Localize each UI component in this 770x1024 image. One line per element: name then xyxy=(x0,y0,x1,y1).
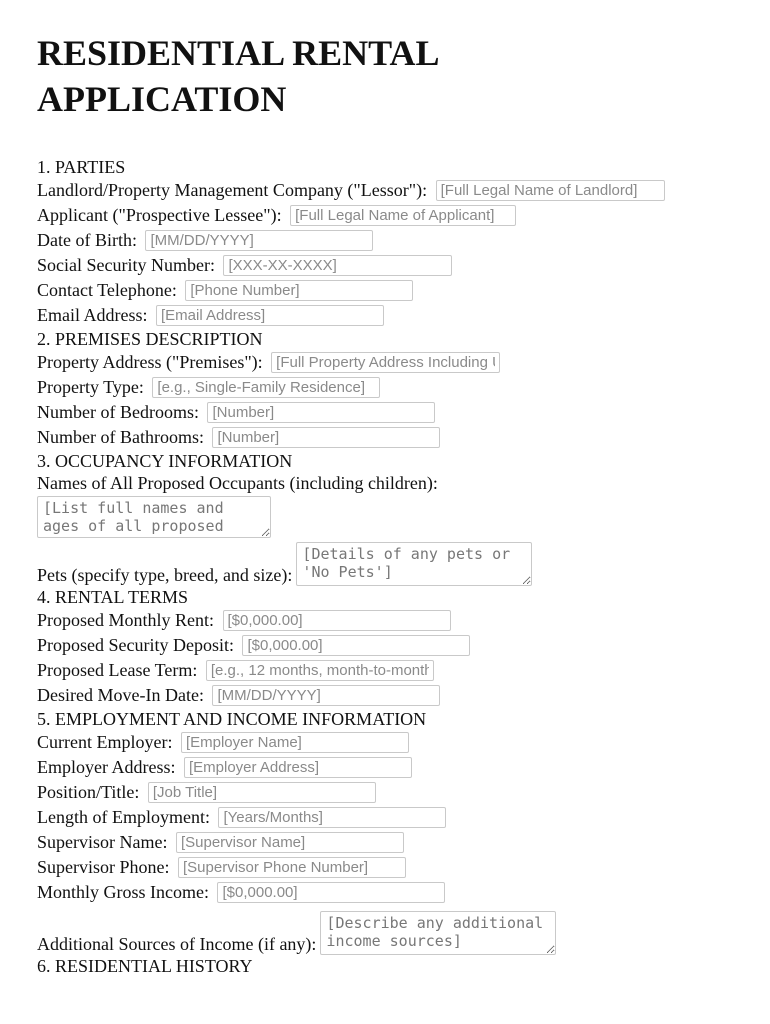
employer-row xyxy=(37,730,757,755)
move-in-label: Desired Move-In Date: xyxy=(37,685,204,705)
property-address-label: Property Address ("Premises"): xyxy=(37,352,263,372)
length-employment-row xyxy=(37,805,757,830)
employer-input[interactable] xyxy=(181,732,409,753)
lease-term-row xyxy=(37,658,757,683)
supervisor-name-row xyxy=(37,830,757,855)
additional-income-textarea[interactable] xyxy=(320,911,556,955)
security-deposit-row xyxy=(37,633,757,658)
section-heading-rental-terms: 4. RENTAL TERMS xyxy=(37,587,189,607)
pets-row xyxy=(37,542,757,586)
bedrooms-row xyxy=(37,400,757,425)
rental-application-form xyxy=(37,30,757,977)
applicant-label: Applicant ("Prospective Lessee"): xyxy=(37,205,282,225)
lessor-row xyxy=(37,178,757,203)
section-heading-occupancy: 3. OCCUPANCY INFORMATION xyxy=(37,451,293,471)
property-type-row xyxy=(37,375,757,400)
bedrooms-label: Number of Bedrooms: xyxy=(37,402,199,422)
page-title: RESIDENTIAL RENTAL APPLICATION xyxy=(37,33,438,119)
lessor-label: Landlord/Property Management Company ("Lessor"): xyxy=(37,180,428,200)
lessor-input[interactable] xyxy=(436,180,665,201)
supervisor-phone-label: Supervisor Phone: xyxy=(37,857,170,877)
dob-label: Date of Birth: xyxy=(37,230,137,250)
monthly-rent-row xyxy=(37,608,757,633)
gross-income-row xyxy=(37,880,757,905)
ssn-label: Social Security Number: xyxy=(37,255,215,275)
supervisor-name-label: Supervisor Name: xyxy=(37,832,168,852)
gross-income-input[interactable] xyxy=(217,882,445,903)
position-label: Position/Title: xyxy=(37,782,140,802)
phone-row xyxy=(37,278,757,303)
pets-textarea[interactable] xyxy=(296,542,532,586)
lease-term-label: Proposed Lease Term: xyxy=(37,660,198,680)
move-in-row xyxy=(37,683,757,708)
security-deposit-input[interactable] xyxy=(242,635,470,656)
monthly-rent-input[interactable] xyxy=(223,610,451,631)
section-heading-premises: 2. PREMISES DESCRIPTION xyxy=(37,329,263,349)
property-type-input[interactable] xyxy=(152,377,380,398)
supervisor-phone-input[interactable] xyxy=(178,857,406,878)
additional-income-label: Additional Sources of Income (if any): xyxy=(37,934,317,954)
bathrooms-label: Number of Bathrooms: xyxy=(37,427,204,447)
ssn-row xyxy=(37,253,757,278)
phone-input[interactable] xyxy=(185,280,413,301)
ssn-input[interactable] xyxy=(223,255,452,276)
occupants-label: Names of All Proposed Occupants (including children): xyxy=(37,473,438,493)
section-heading-residential-history: 6. RESIDENTIAL HISTORY xyxy=(37,956,253,976)
employer-address-label: Employer Address: xyxy=(37,757,176,777)
length-employment-label: Length of Employment: xyxy=(37,807,210,827)
bathrooms-input[interactable] xyxy=(212,427,440,448)
length-employment-input[interactable] xyxy=(218,807,446,828)
gross-income-label: Monthly Gross Income: xyxy=(37,882,209,902)
section-heading-parties: 1. PARTIES xyxy=(37,157,126,177)
occupants-row xyxy=(37,494,757,542)
additional-income-row xyxy=(37,905,757,955)
dob-input[interactable] xyxy=(145,230,373,251)
applicant-row xyxy=(37,203,757,228)
applicant-input[interactable] xyxy=(290,205,516,226)
email-input[interactable] xyxy=(156,305,384,326)
supervisor-name-input[interactable] xyxy=(176,832,404,853)
email-row xyxy=(37,303,757,328)
phone-label: Contact Telephone: xyxy=(37,280,177,300)
move-in-input[interactable] xyxy=(212,685,440,706)
employer-address-input[interactable] xyxy=(184,757,412,778)
lease-term-input[interactable] xyxy=(206,660,434,681)
section-heading-employment: 5. EMPLOYMENT AND INCOME INFORMATION xyxy=(37,709,427,729)
email-label: Email Address: xyxy=(37,305,148,325)
bathrooms-row xyxy=(37,425,757,450)
employer-address-row xyxy=(37,755,757,780)
position-row xyxy=(37,780,757,805)
monthly-rent-label: Proposed Monthly Rent: xyxy=(37,610,215,630)
supervisor-phone-row xyxy=(37,855,757,880)
dob-row xyxy=(37,228,757,253)
property-address-input[interactable] xyxy=(271,352,500,373)
bedrooms-input[interactable] xyxy=(207,402,435,423)
position-input[interactable] xyxy=(148,782,376,803)
property-address-row xyxy=(37,350,757,375)
security-deposit-label: Proposed Security Deposit: xyxy=(37,635,234,655)
property-type-label: Property Type: xyxy=(37,377,144,397)
pets-label: Pets (specify type, breed, and size): xyxy=(37,565,293,585)
occupants-textarea[interactable] xyxy=(37,496,271,538)
employer-label: Current Employer: xyxy=(37,732,173,752)
